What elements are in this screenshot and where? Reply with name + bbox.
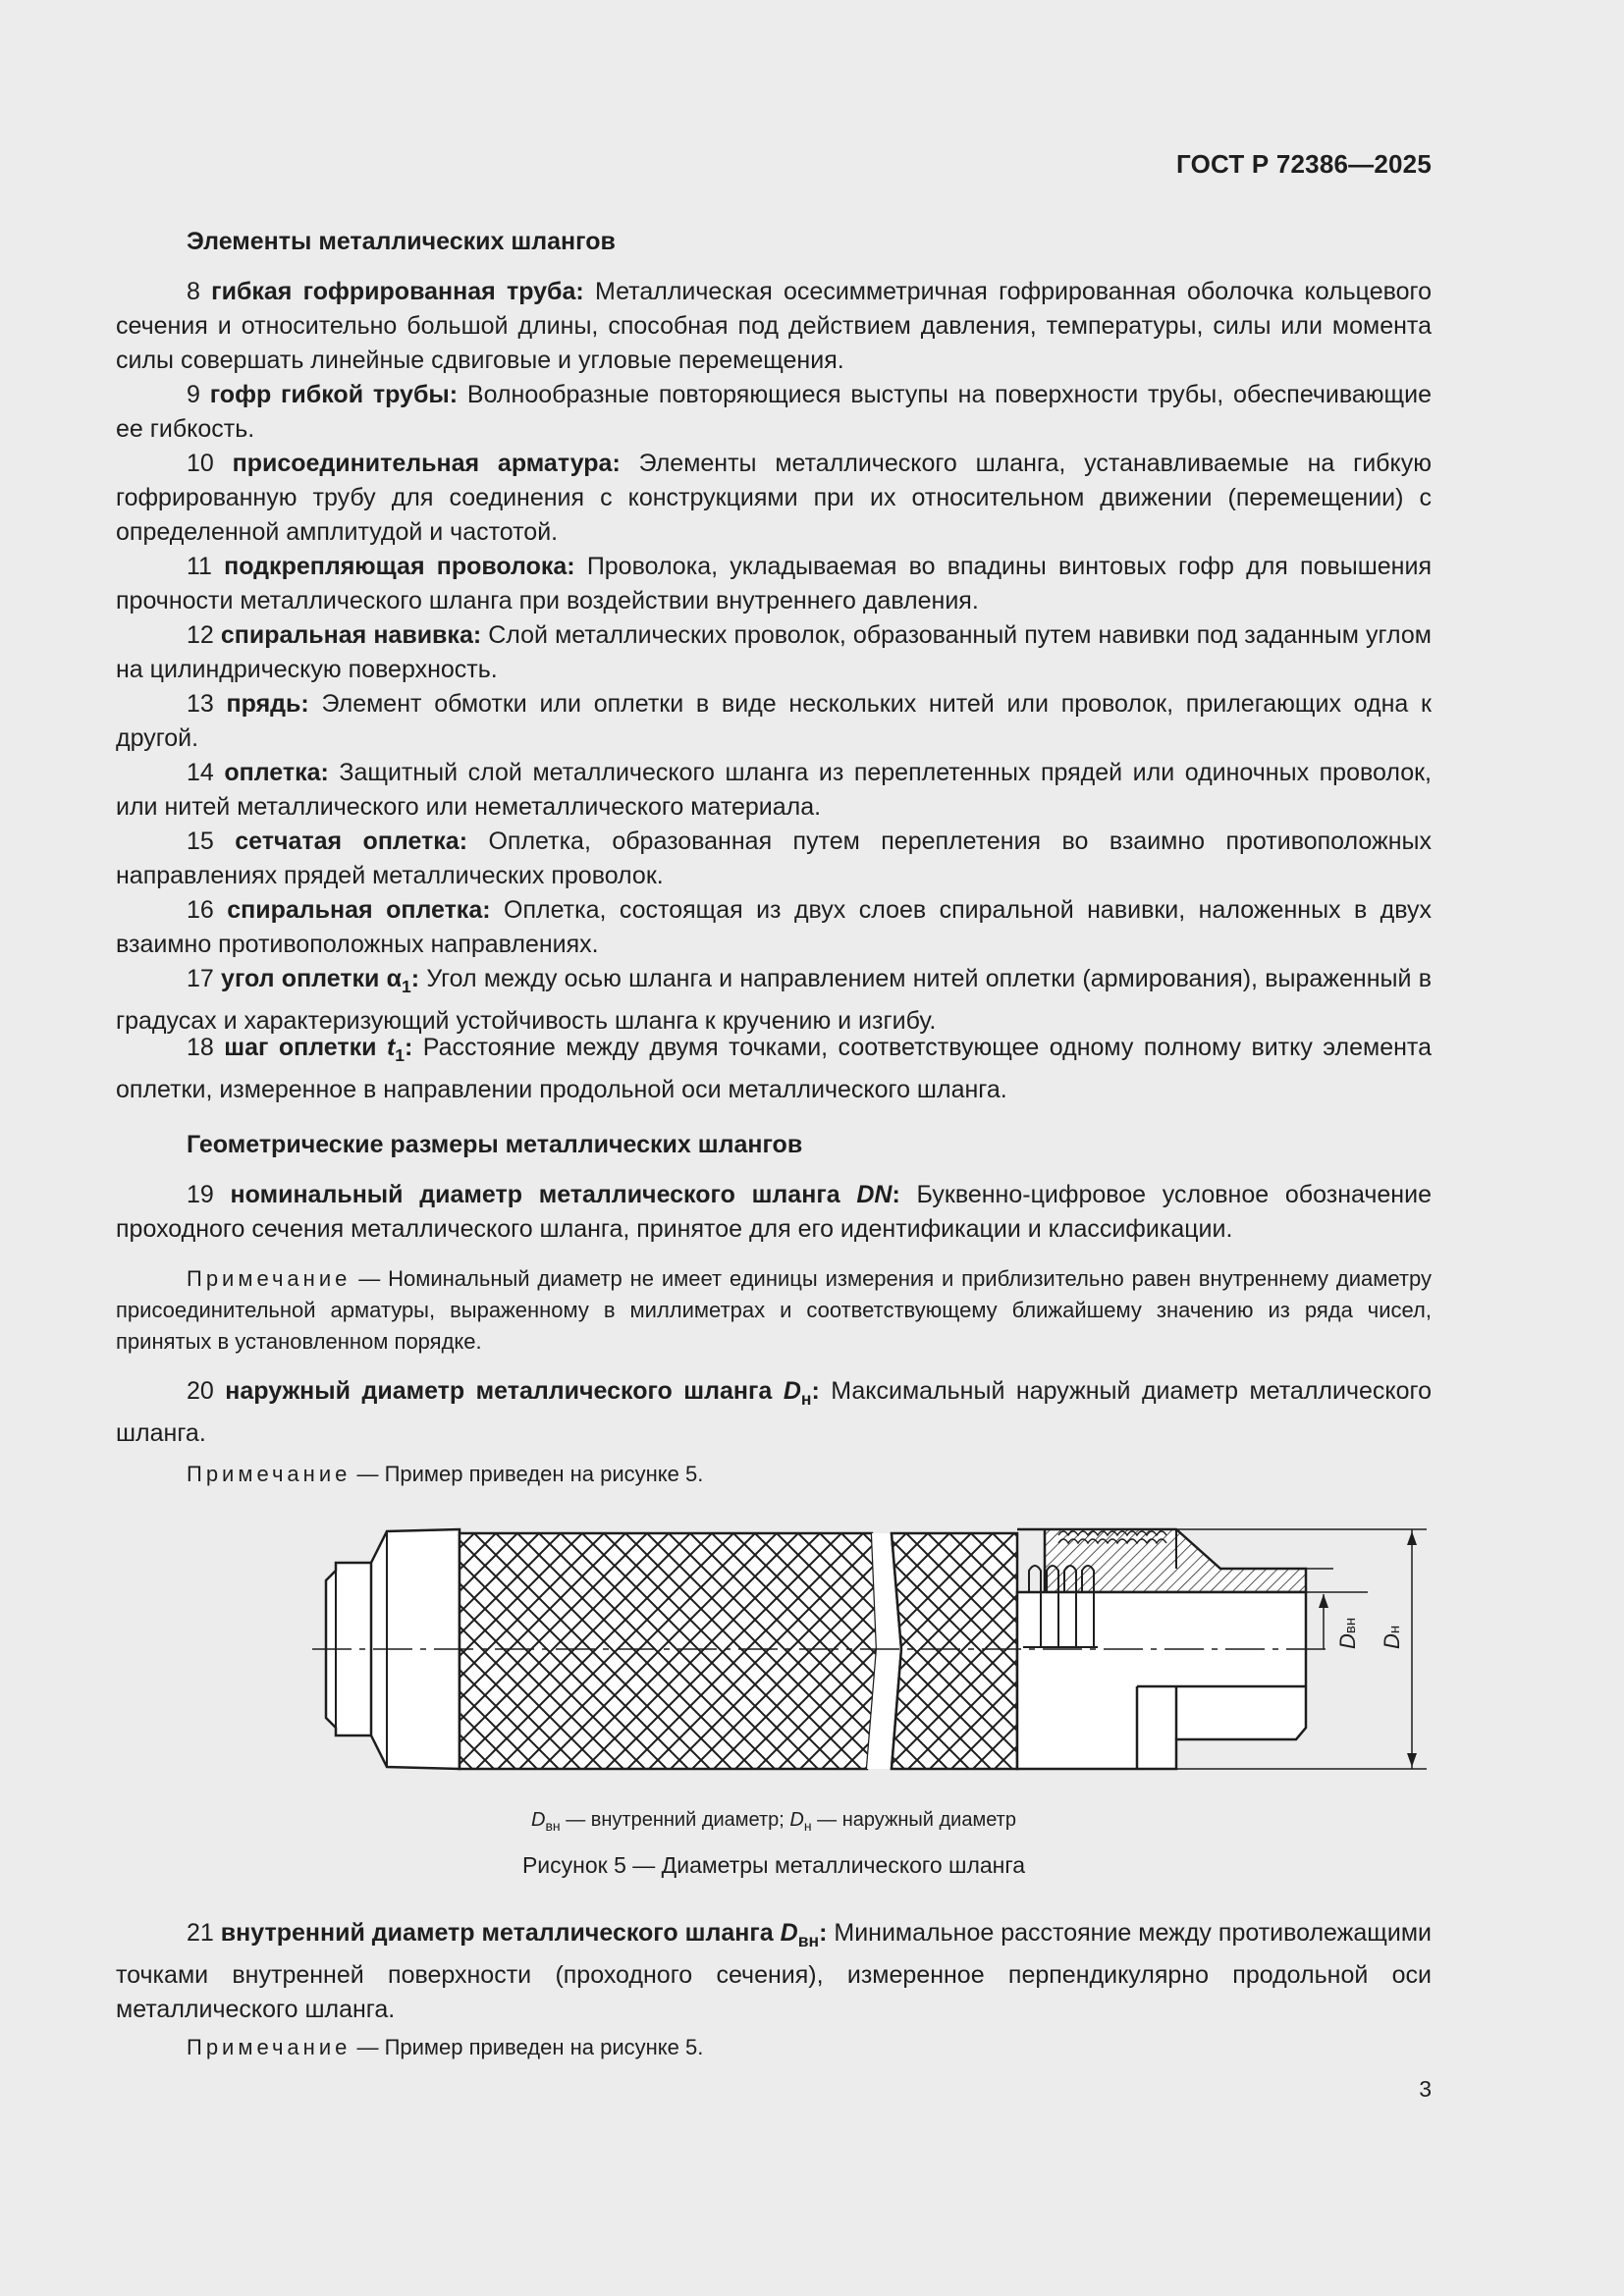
term-10-name: присоединительная арматура: <box>232 450 621 477</box>
term-19: 19 номинальный диаметр металлического шланга DN: Буквенно-цифровое условное обозначение проходного сечения металлического шланга, принятое для его идентификации и классификации. <box>116 1181 1432 1243</box>
note-19: Примечание — Номинальный диаметр не имеет единицы измерения и приблизительно равен внутреннему диаметру присоединительной арматуры, выраженному в миллиметрах и соответствующему ближайшему значению из ряда чисел, принятых в установленном порядке. <box>116 1266 1432 1354</box>
term-10: 10 присоединительная арматура: Элементы металлического шланга, устанавливаемые на гибкую гофрированную трубу для соединения с конструкциями при их относительном движении (перемещении) с определенной амплитудой и частотой. <box>116 450 1432 546</box>
label-inner-diameter: Dвн <box>1335 1617 1360 1649</box>
right-fitting-body <box>1017 1592 1306 1769</box>
term-18: 18 шаг оплетки $t_1$: Расстояние между двумя точками, соответствующее одному полному витку элемента оплетки, измеренное в направлении продольной оси металлического шланга. <box>116 1034 1432 1104</box>
section-title-elements: Элементы металлических шлангов <box>187 228 616 255</box>
term-11: 11 подкрепляющая проволока: Проволока, укладываемая во впадины винтовых гофр для повышения прочности металлического шланга при воздействии внутреннего давления. <box>116 553 1432 614</box>
term-12: 12 спиральная навивка: Слой металлических проволок, образованный путем навивки под заданным углом на цилиндрическую поверхность. <box>116 621 1432 683</box>
term-16-name: спиральная оплетка: <box>227 896 491 924</box>
label-outer-diameter: Dн <box>1380 1625 1404 1649</box>
term-8-name: гибкая гофрированная труба: <box>211 278 584 305</box>
braid-section-left <box>460 1533 877 1769</box>
term-12-name: спиральная навивка: <box>220 621 482 649</box>
term-18-name: шаг оплетки $t_1$: <box>224 1034 413 1066</box>
term-17-name: угол оплетки $\alpha_1$: <box>221 965 420 997</box>
document-id: ГОСТ Р 72386—2025 <box>1176 149 1432 179</box>
term-15-name: сетчатая оплетка: <box>235 828 468 855</box>
term-15: 15 сетчатая оплетка: Оплетка, образованная путем переплетения во взаимно противоположных направлениях прядей металлических проволок. <box>116 828 1432 889</box>
term-11-name: подкрепляющая проволока: <box>224 553 575 580</box>
alpha-symbol: α <box>386 965 403 992</box>
term-13-name: прядь: <box>226 690 309 718</box>
braid-section-right <box>892 1533 1017 1769</box>
term-20: 20 наружный диаметр металлического шланга $D_н$: Максимальный наружный диаметр металлического шланга. <box>116 1377 1432 1448</box>
document-page <box>116 0 1432 2296</box>
term-9: 9 гофр гибкой трубы: Волнообразные повторяющиеся выступы на поверхности трубы, обеспечивающие ее гибкость. <box>116 381 1432 443</box>
term-8: 8 гибкая гофрированная труба: Металлическая осесимметричная гофрированная оболочка кольцевого сечения и относительно большой длины, способная под действием давления, температуры, силы или момента силы совершать линейные сдвиговые и угловые перемещения. <box>116 278 1432 374</box>
term-20-name: наружный диаметр металлического шланга $D_н$: <box>225 1377 820 1410</box>
figure-hose-diameters <box>312 1512 1404 1791</box>
term-17: 17 угол оплетки $\alpha_1$: Угол между осью шланга и направлением нитей оплетки (армирования), выраженный в градусах и характеризующий устойчивость шланга к кручению и изгибу. <box>116 965 1432 1036</box>
figure-caption: Рисунок 5 — Диаметры металлического шланга <box>521 1852 1026 1878</box>
note-21: Примечание — Пример приведен на рисунке 5. <box>187 2035 704 2059</box>
hose-drawing <box>312 1512 1404 1787</box>
section-title-geometry: Геометрические размеры металлических шлангов <box>187 1131 803 1158</box>
note-20: Примечание — Пример приведен на рисунке 5. <box>187 1462 704 1486</box>
term-21: 21 внутренний диаметр металлического шланга $D_{вн}$: Минимальное расстояние между противолежащими точками внутренней поверхности (проходного сечения), измеренное перпендикулярно продольной оси металлического шланга. <box>116 1919 1432 2024</box>
term-21-name: внутренний диаметр металлического шланга $D_{вн}$: <box>220 1919 828 1951</box>
term-9-name: гофр гибкой трубы: <box>209 381 459 408</box>
term-19-name: номинальный диаметр металлического шланга DN: <box>230 1181 900 1208</box>
page-number: 3 <box>1419 2076 1432 2102</box>
term-14: 14 оплетка: Защитный слой металлического шланга из переплетенных прядей или одиночных проволок, или нитей металлического или неметаллического материала. <box>116 759 1432 821</box>
figure-legend: $D_{вн}$ — внутренний диаметр; $D_н$ — наружный диаметр <box>531 1809 1016 1834</box>
term-14-name: оплетка: <box>224 759 329 786</box>
term-13: 13 прядь: Элемент обмотки или оплетки в виде нескольких нитей или проволок, прилегающих одна к другой. <box>116 690 1432 752</box>
term-16: 16 спиральная оплетка: Оплетка, состоящая из двух слоев спиральной навивки, наложенных в двух взаимно противоположных направлениях. <box>116 896 1432 958</box>
